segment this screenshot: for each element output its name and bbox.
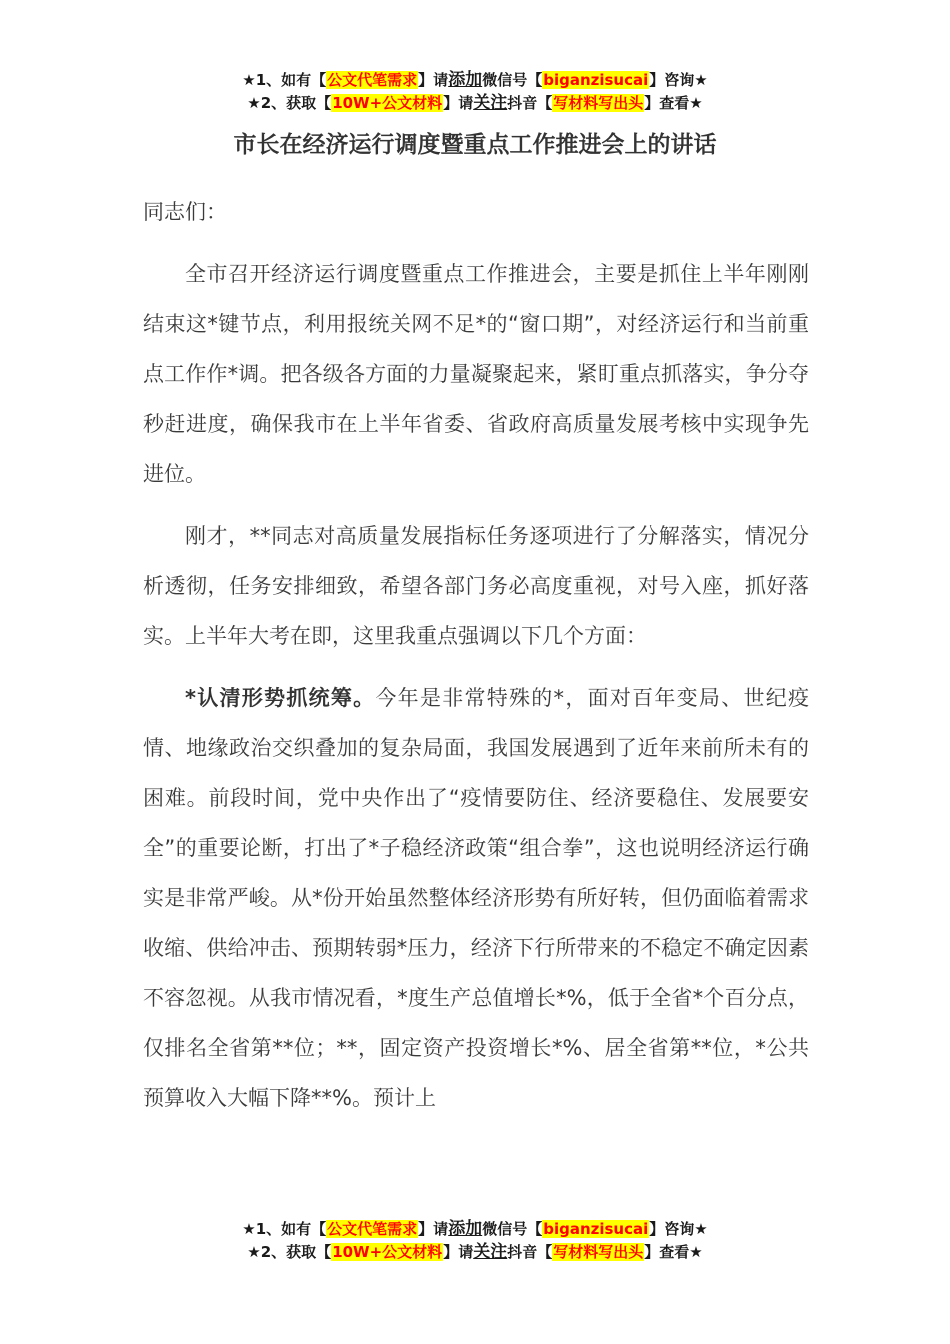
section-heading: *认清形势抓统筹。	[185, 686, 376, 710]
banner-text: ★2、获取【	[247, 94, 332, 112]
banner-underlined: 关注	[473, 93, 508, 113]
banner-line-2	[0, 92, 950, 115]
banner-text: 抖音【	[507, 1243, 553, 1261]
banner-text: 】请	[418, 1220, 449, 1238]
banner-text: 微信号【	[482, 1220, 543, 1238]
douyin-account-highlight: 写材料写出头	[553, 94, 644, 112]
banner-line-2	[0, 1241, 950, 1264]
banner-highlight: 10W+公文材料	[332, 94, 443, 112]
banner-text: 】咨询★	[649, 1220, 708, 1238]
banner-line-1	[0, 69, 950, 92]
banner-text: 抖音【	[507, 94, 553, 112]
paragraph-2: 刚才，**同志对高质量发展指标任务逐项进行了分解落实，情况分析透彻，任务安排细致，希望各部门务必高度重视，对号入座，抓好落实。上半年大考在即，这里我重点强调以下几个方面：	[143, 524, 809, 648]
paragraph-3-body: 今年是非常特殊的*，面对百年变局、世纪疫情、地缘政治交织叠加的复杂局面，我国发展遇到了近年来前所未有的困难。前段时间，党中央作出了“疫情要防住、经济要稳住、发展要安全”的重要论断，打出了*子稳经济政策“组合拳”，这也说明经济运行确实是非常严峻。从*份开始虽然整体经济形势有所好转，但仍面临着需求收缩、供给冲击、预期转弱*压力，经济下行所带来的不稳定不确定因素不容忽视。从我市情况看，*度生产总值增长*%，低于全省*个百分点，仅排名全省第**位；**，固定资产投资增长*%、居全省第**位，*公共预算收入大幅下降**%。预计上	[143, 686, 810, 1110]
banner-text: ★1、如有【	[242, 71, 327, 89]
wechat-id-highlight: biganzisucai	[543, 1220, 649, 1238]
document-title: 市长在经济运行调度暨重点工作推进会上的讲话	[233, 132, 717, 158]
banner-line-1	[0, 1218, 950, 1241]
banner-text: 】请	[443, 94, 474, 112]
greeting: 同志们：	[143, 200, 227, 224]
banner-text: ★2、获取【	[247, 1243, 332, 1261]
wechat-id-highlight: biganzisucai	[543, 71, 649, 89]
banner-highlight: 10W+公文材料	[332, 1243, 443, 1261]
banner-text: 】请	[418, 71, 449, 89]
banner-underlined: 添加	[448, 70, 483, 90]
banner-text: 】请	[443, 1243, 474, 1261]
banner-text: 】咨询★	[649, 71, 708, 89]
paragraph-3	[143, 673, 809, 1123]
document-body	[143, 187, 809, 1135]
banner-highlight: 公文代笔需求	[327, 71, 418, 89]
banner-highlight: 公文代笔需求	[327, 1220, 418, 1238]
bottom-banner	[0, 1218, 950, 1264]
banner-underlined: 关注	[473, 1242, 508, 1262]
douyin-account-highlight: 写材料写出头	[553, 1243, 644, 1261]
banner-text: 微信号【	[482, 71, 543, 89]
banner-text: 】查看★	[644, 1243, 703, 1261]
paragraph-1: 全市召开经济运行调度暨重点工作推进会，主要是抓住上半年刚刚结束这*键节点，利用报统关网不足*的“窗口期”，对经济运行和当前重点工作作*调。把各级各方面的力量凝聚起来，紧盯重点抓落实，争分夺秒赶进度，确保我市在上半年省委、省政府高质量发展考核中实现争先进位。	[143, 262, 809, 486]
banner-text: 】查看★	[644, 94, 703, 112]
banner-underlined: 添加	[448, 1219, 483, 1239]
top-banner	[0, 69, 950, 115]
banner-text: ★1、如有【	[242, 1220, 327, 1238]
